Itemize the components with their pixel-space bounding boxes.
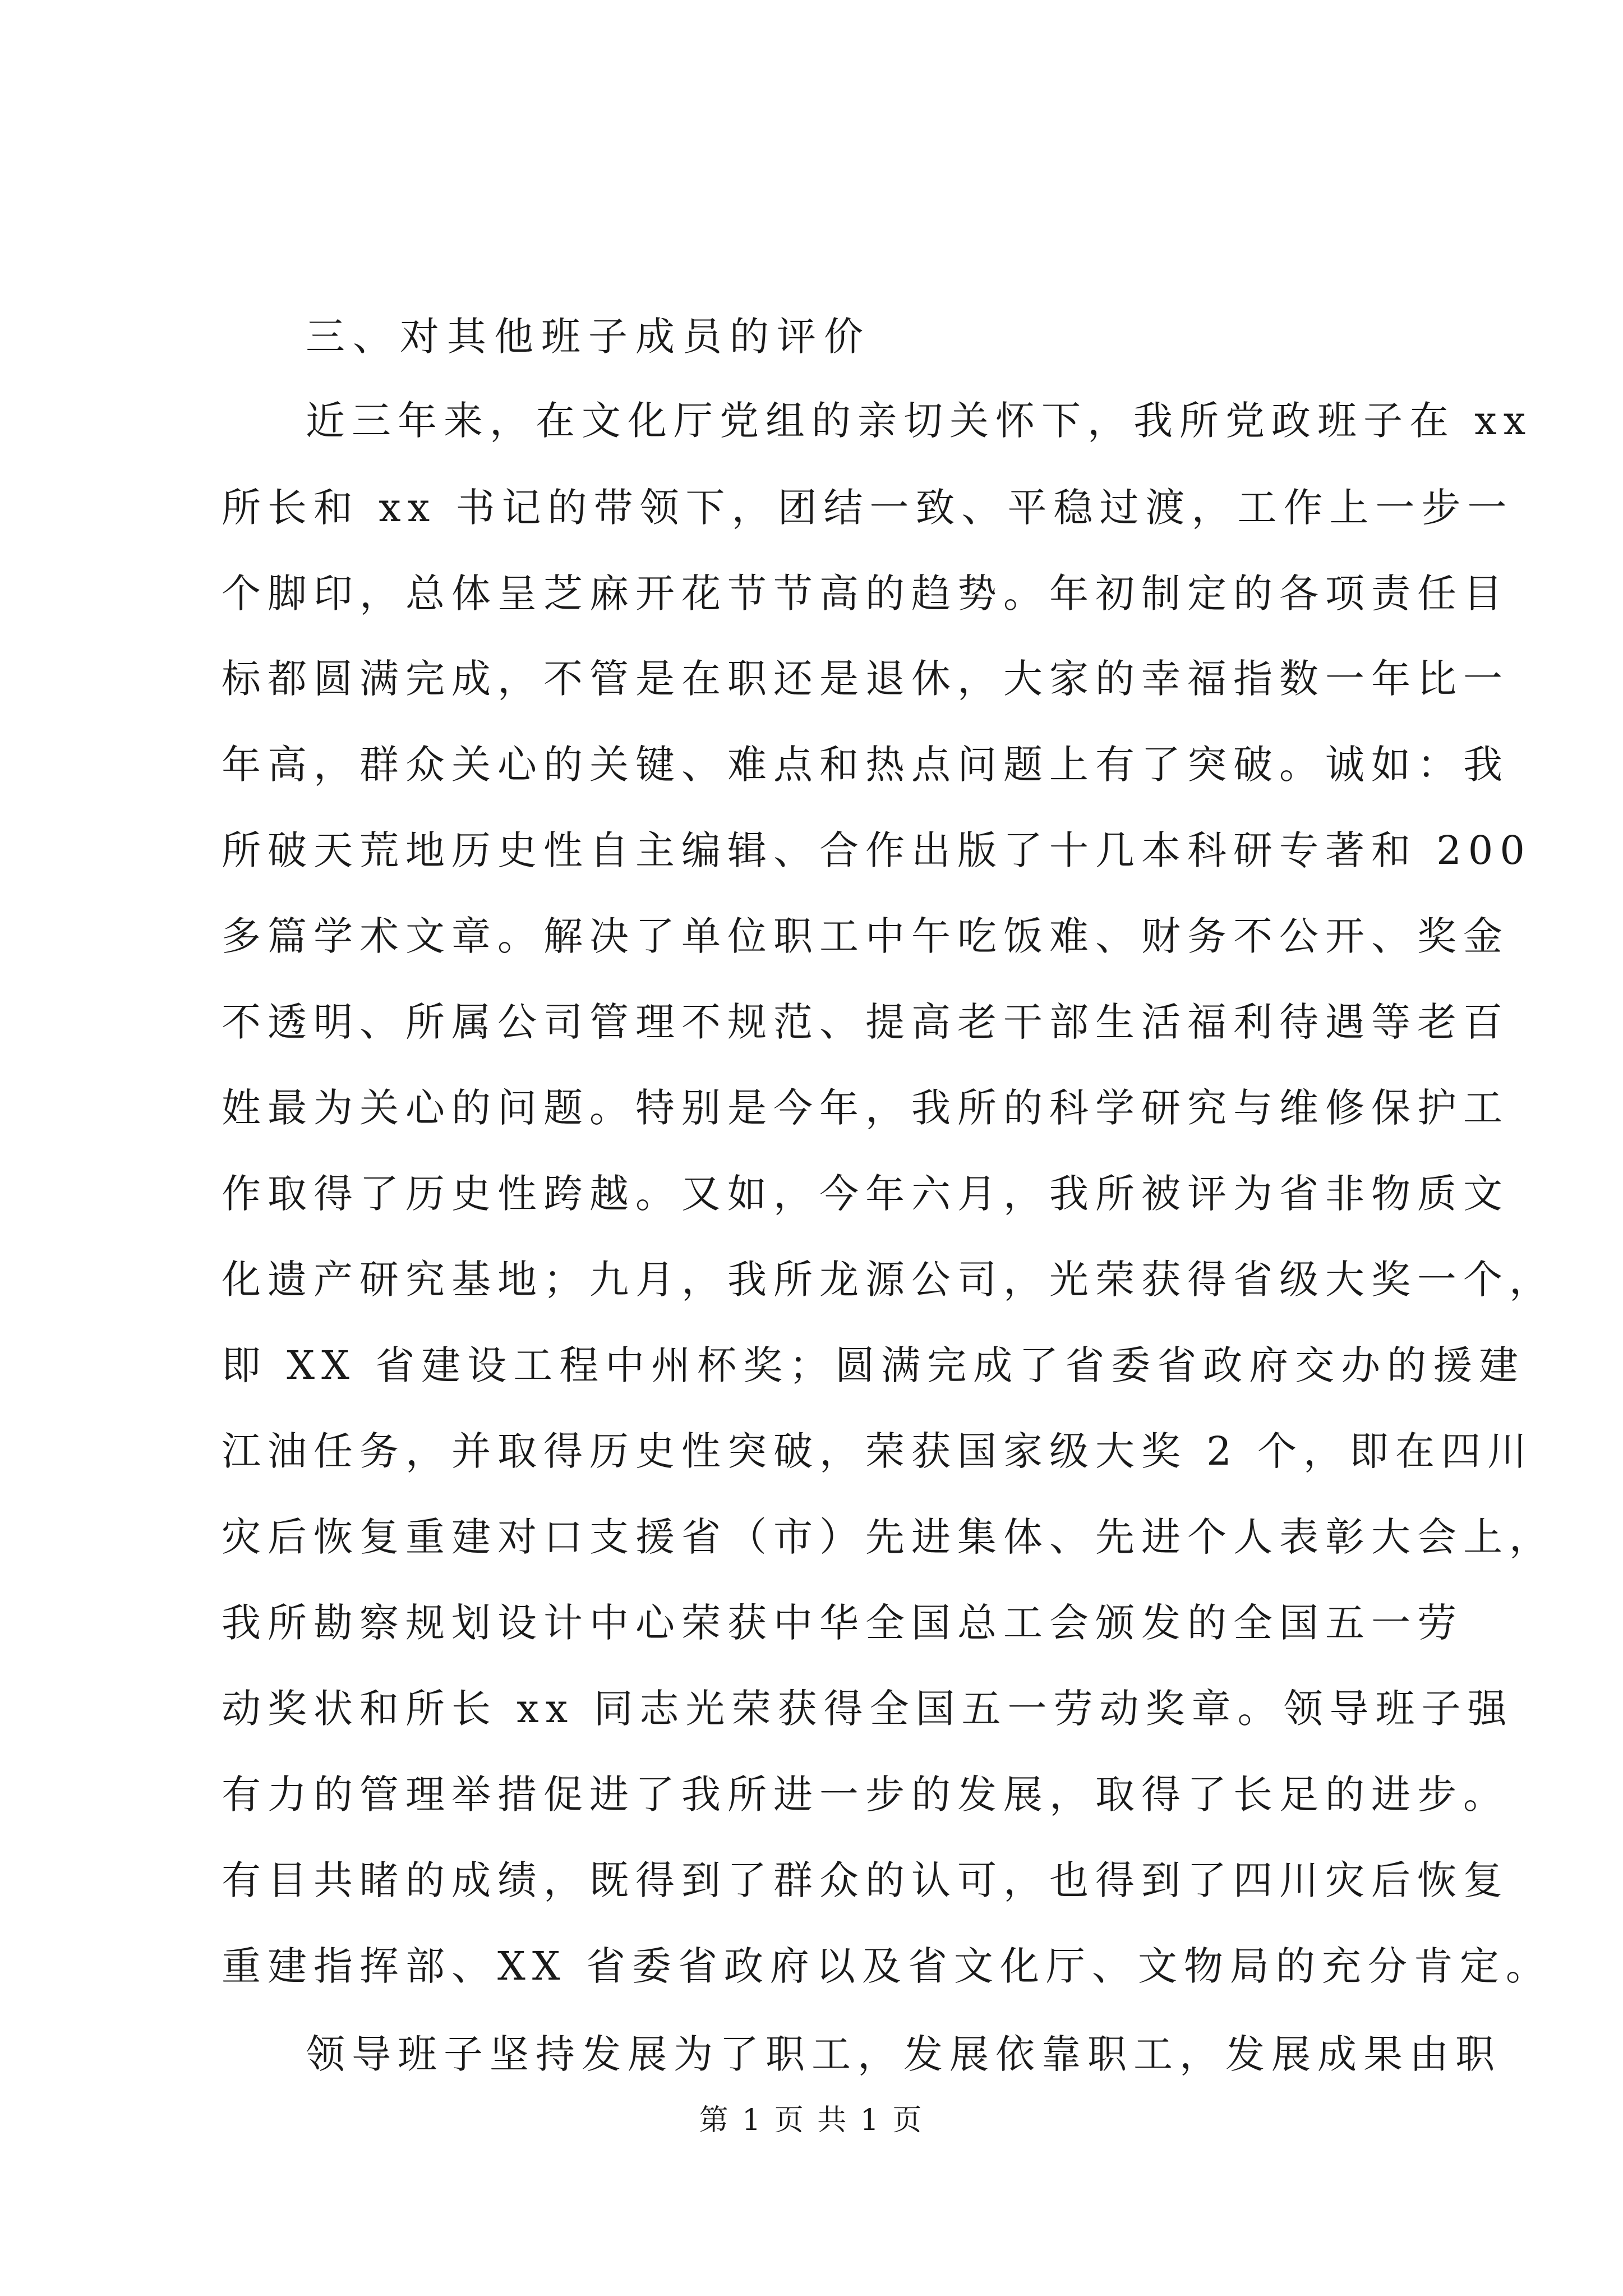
paragraph-1-line: 我所勘察规划设计中心荣获中华全国总工会颁发的全国五一劳 [222, 1600, 1463, 1646]
paragraph-1-line: 有目共睹的成绩，既得到了群众的认可，也得到了四川灾后恢复 [222, 1857, 1509, 1903]
paragraph-1-line: 年高，群众关心的关键、难点和热点问题上有了突破。诚如：我 [222, 742, 1509, 788]
paragraph-1-line: 姓最为关心的问题。特别是今年，我所的科学研究与维修保护工 [222, 1085, 1509, 1131]
paragraph-1-line: 所长和 xx 书记的带领下，团结一致、平稳过渡，工作上一步一 [222, 485, 1514, 531]
paragraph-1-line: 所破天荒地历史性自主编辑、合作出版了十几本科研专著和 200 [222, 827, 1532, 873]
paragraph-1-line: 即 XX 省建设工程中州杯奖；圆满完成了省委省政府交办的援建 [222, 1342, 1525, 1388]
paragraph-1-line: 个脚印，总体呈芝麻开花节节高的趋势。年初制定的各项责任目 [222, 570, 1509, 616]
paragraph-2-line: 领导班子坚持发展为了职工，发展依靠职工，发展成果由职 [306, 2031, 1501, 2077]
paragraph-1-line: 化遗产研究基地；九月，我所龙源公司，光荣获得省级大奖一个， [222, 1257, 1555, 1303]
paragraph-1-line: 江油任务，并取得历史性突破，荣获国家级大奖 2 个，即在四川 [222, 1428, 1534, 1474]
paragraph-1-line: 重建指挥部、XX 省委省政府以及省文化厅、文物局的充分肯定。 [222, 1943, 1552, 1989]
paragraph-1-line: 近三年来，在文化厅党组的亲切关怀下，我所党政班子在 xx [306, 398, 1533, 444]
paragraph-1-line: 多篇学术文章。解决了单位职工中午吃饭难、财务不公开、奖金 [222, 913, 1509, 959]
page-number-footer: 第 1 页 共 1 页 [699, 2104, 924, 2137]
paragraph-1-line: 灾后恢复重建对口支援省（市）先进集体、先进个人表彰大会上， [222, 1514, 1555, 1560]
paragraph-1-line: 作取得了历史性跨越。又如，今年六月，我所被评为省非物质文 [222, 1171, 1509, 1217]
section-heading: 三、对其他班子成员的评价 [306, 314, 871, 360]
paragraph-1-line: 标都圆满完成，不管是在职还是退休，大家的幸福指数一年比一 [222, 656, 1509, 702]
paragraph-1-line: 不透明、所属公司管理不规范、提高老干部生活福利待遇等老百 [222, 999, 1509, 1045]
paragraph-1-line: 动奖状和所长 xx 同志光荣获得全国五一劳动奖章。领导班子强 [222, 1686, 1514, 1732]
paragraph-1-line: 有力的管理举措促进了我所进一步的发展，取得了长足的进步。 [222, 1772, 1509, 1818]
